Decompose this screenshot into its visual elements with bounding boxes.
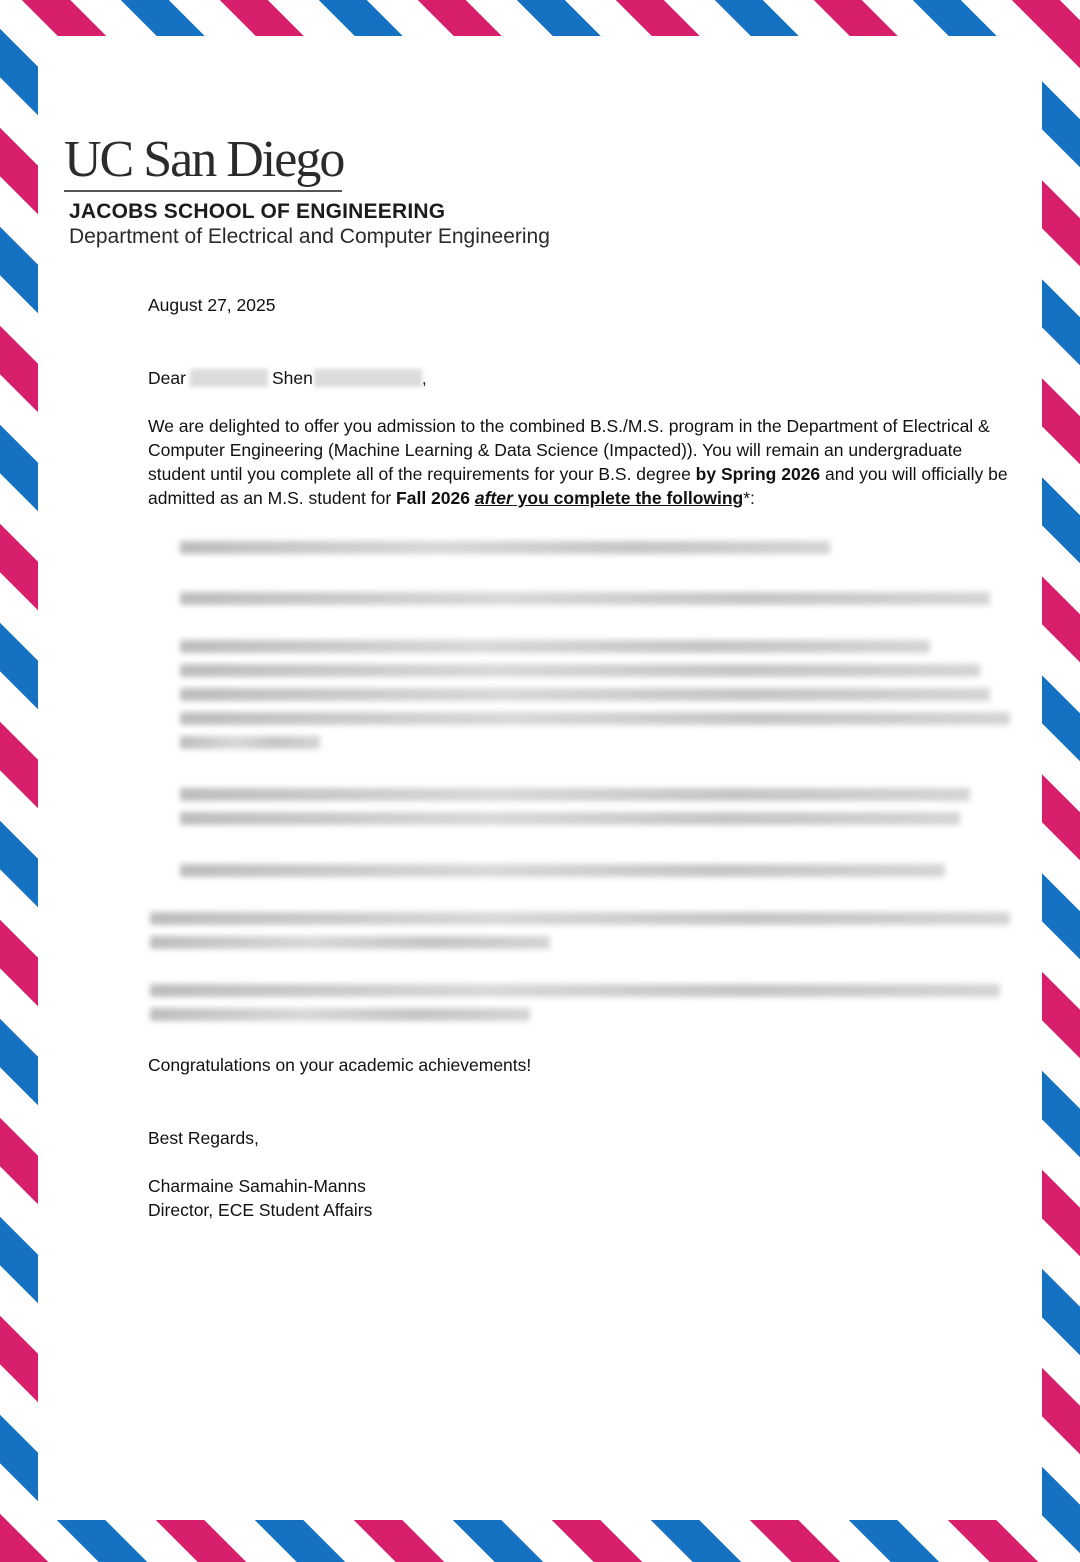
redacted-requirement-1 <box>180 541 830 565</box>
offer-deadline: by Spring 2026 <box>695 464 821 484</box>
salutation-dear: Dear <box>148 368 186 388</box>
letter-date: August 27, 2025 <box>148 295 276 315</box>
offer-text-2: and you will officially be admitted as an M.S. student for <box>148 464 1008 508</box>
ucsd-logo <box>64 131 344 192</box>
signer-name: Charmaine Samahin-Manns <box>148 1176 366 1196</box>
offer-paragraph <box>148 414 1010 510</box>
congratulations-line: Congratulations on your academic achievements! <box>148 1055 532 1075</box>
department-name: Department of Electrical and Computer Engineering <box>69 225 550 248</box>
offer-after: after <box>474 488 513 508</box>
redacted-first-name <box>190 369 268 387</box>
salutation-comma: , <box>421 368 427 388</box>
redacted-requirement-4 <box>180 788 980 836</box>
offer-term: Fall 2026 <box>396 488 470 508</box>
offer-condition <box>475 488 743 508</box>
school-name: JACOBS SCHOOL OF ENGINEERING <box>69 200 446 223</box>
signer-title: Director, ECE Student Affairs <box>148 1200 373 1220</box>
redacted-note-1 <box>150 912 1010 960</box>
letter-page <box>38 36 1042 1520</box>
salutation <box>148 366 427 390</box>
offer-condition-rest: you complete the following <box>512 488 744 508</box>
redacted-name-part <box>314 369 422 387</box>
redacted-requirement-5 <box>180 864 950 888</box>
logo-wordmark: UC San Diego <box>64 131 344 188</box>
offer-text-1: We are delighted to offer you admission to the combined B.S./M.S. program in the Department of Electrical & Computer Engineering (Machine Learning & Data Science (Impacted)). You will remain an undergraduate student until you complete all of the requirements for your B.S. degree <box>148 416 990 484</box>
logo-rule <box>64 190 342 192</box>
redacted-requirement-3 <box>180 640 1010 760</box>
redacted-requirement-2 <box>180 592 990 616</box>
signature-block <box>148 1174 372 1222</box>
salutation-visible-name: Shen <box>271 368 313 388</box>
closing-regards: Best Regards, <box>148 1128 259 1148</box>
offer-tail: *: <box>743 488 755 508</box>
redacted-note-2 <box>150 984 1000 1032</box>
